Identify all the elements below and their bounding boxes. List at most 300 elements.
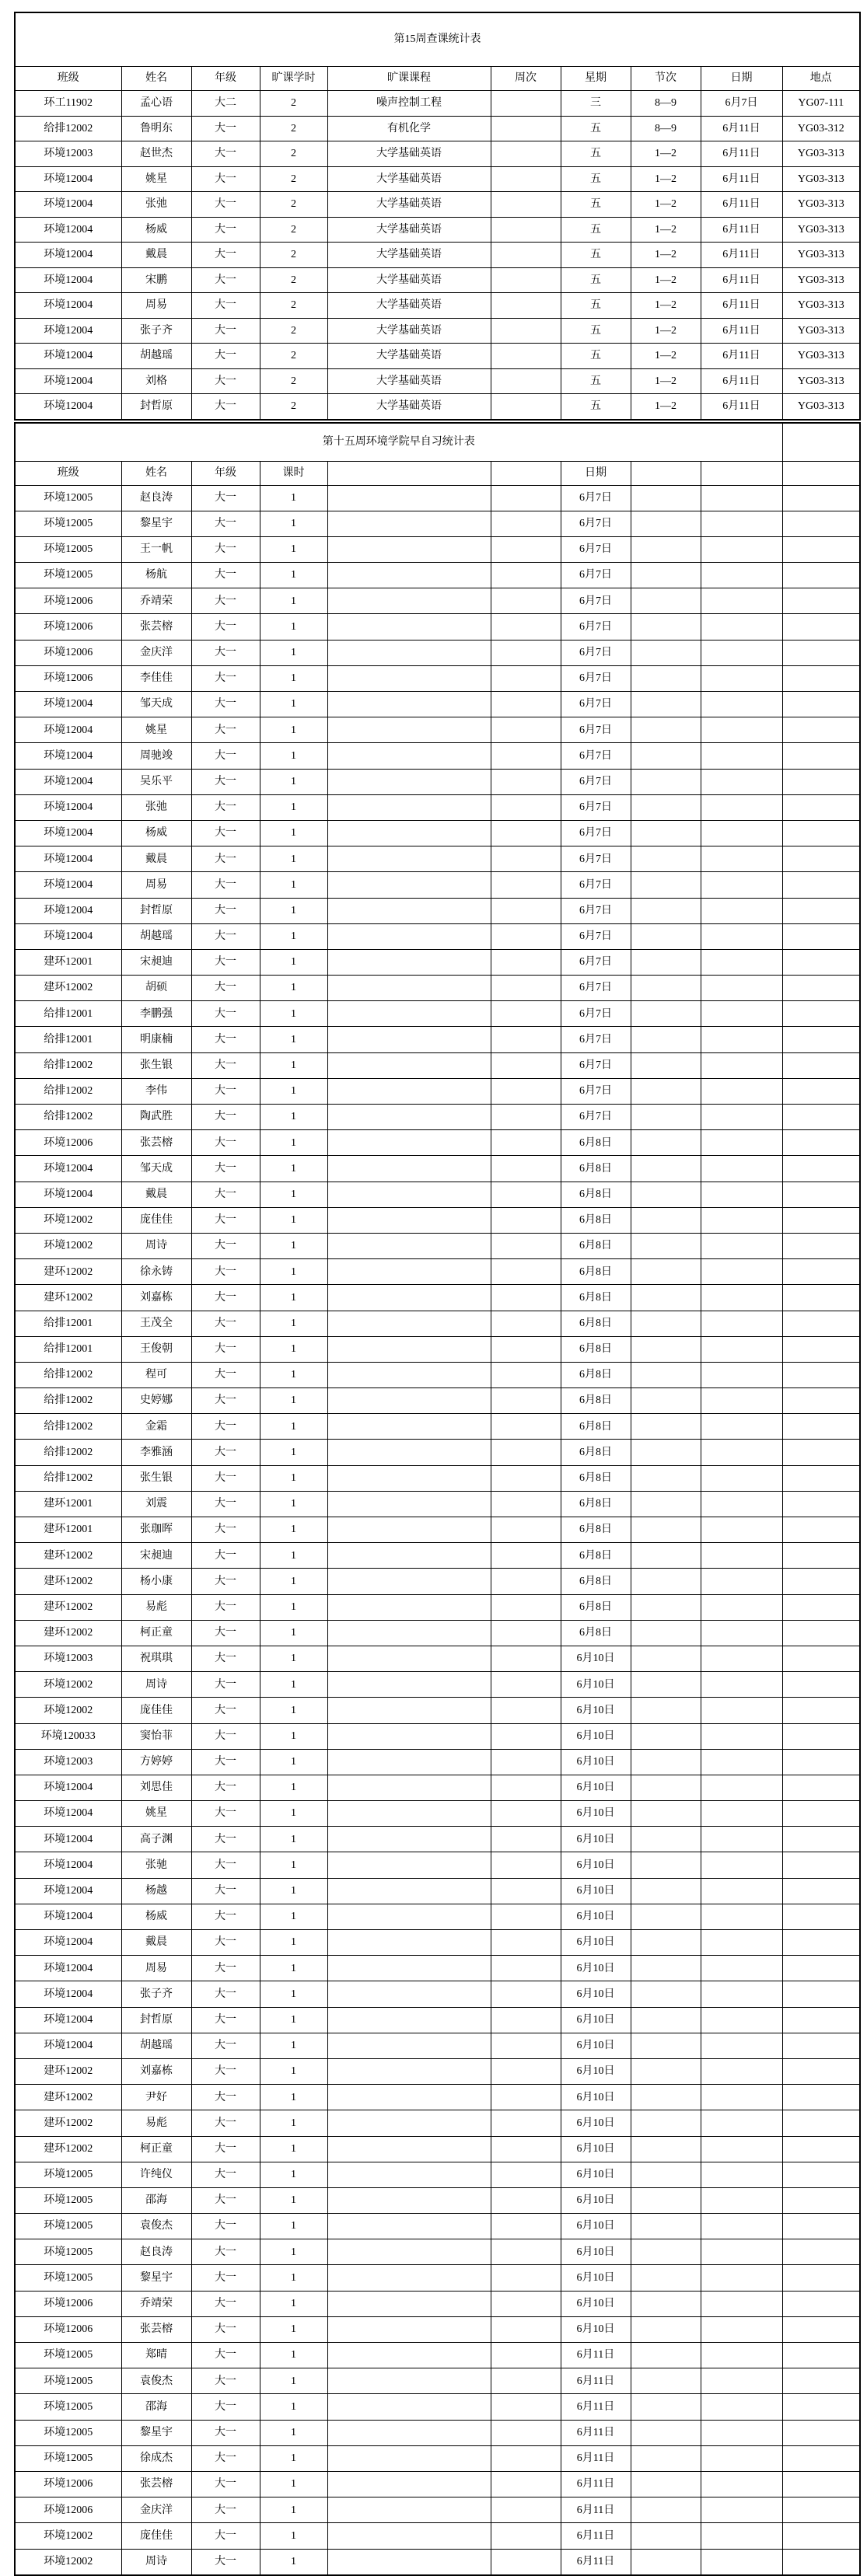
table-cell [327, 846, 491, 872]
table-cell: 1 [260, 1491, 327, 1517]
table-cell [327, 2316, 491, 2342]
table-cell: 1 [260, 1956, 327, 1981]
table-cell [491, 1852, 561, 1878]
table-cell: 大一 [191, 2214, 260, 2239]
table-cell: 大一 [191, 1620, 260, 1646]
table-cell [491, 1207, 561, 1233]
table-cell: 环境12002 [15, 1672, 121, 1698]
table-cell: 6月7日 [561, 588, 631, 614]
table-cell: 五 [561, 141, 631, 167]
table-cell: 大一 [191, 898, 260, 923]
table-cell [631, 1465, 701, 1491]
table-cell [782, 1233, 860, 1258]
table-cell [491, 976, 561, 1001]
table-cell: 张子齐 [121, 1981, 191, 2007]
table-cell: 大一 [191, 1130, 260, 1156]
table-cell: 刘格 [121, 368, 191, 394]
table-cell [701, 1414, 782, 1440]
table-cell [631, 1207, 701, 1233]
table-title-row [15, 12, 860, 67]
table-cell [491, 588, 561, 614]
table-cell [327, 2239, 491, 2265]
table-cell [701, 2523, 782, 2549]
table-row [15, 511, 860, 536]
column-header-empty [782, 461, 860, 485]
table-cell: 张生银 [121, 1052, 191, 1078]
table-cell [782, 1465, 860, 1491]
table-cell: 环境12006 [15, 640, 121, 665]
table-cell [327, 1233, 491, 1258]
table-cell: 6月7日 [561, 614, 631, 640]
table-cell [631, 976, 701, 1001]
table-cell [782, 1620, 860, 1646]
table-cell [491, 2316, 561, 2342]
table-cell [701, 769, 782, 794]
table-cell [631, 1749, 701, 1775]
table-cell [327, 614, 491, 640]
table-cell [701, 692, 782, 717]
table-cell: 6月10日 [561, 2058, 631, 2084]
table-row [15, 1672, 860, 1698]
table-row [15, 769, 860, 794]
table-cell [782, 2497, 860, 2523]
table-cell: 大一 [191, 2265, 260, 2291]
table-cell: 大一 [191, 640, 260, 665]
table-cell: 戴晨 [121, 846, 191, 872]
table-cell [491, 511, 561, 536]
table-cell [782, 511, 860, 536]
table-cell: 王茂全 [121, 1311, 191, 1336]
table-cell: 给排12002 [15, 1414, 121, 1440]
table-cell: 王俊朝 [121, 1336, 191, 1362]
table-cell: 1 [260, 872, 327, 898]
table-cell: 大一 [191, 1956, 260, 1981]
table-cell [701, 2497, 782, 2523]
table-cell [701, 1491, 782, 1517]
table-cell: 环境12005 [15, 2368, 121, 2394]
table-cell: 1—2 [631, 368, 701, 394]
table-cell: 大一 [191, 1543, 260, 1569]
table-cell [631, 2187, 701, 2213]
table-cell [327, 485, 491, 511]
table-cell [327, 2085, 491, 2110]
table-cell [701, 2394, 782, 2420]
table-cell [782, 1775, 860, 1800]
table-cell: 环境12004 [15, 192, 121, 218]
table-row [15, 267, 860, 293]
table-cell [327, 1543, 491, 1569]
table-cell: 乔靖荣 [121, 588, 191, 614]
table-cell [491, 898, 561, 923]
table-cell [701, 588, 782, 614]
table-cell: 6月10日 [561, 1672, 631, 1698]
table-cell: 1 [260, 1105, 327, 1130]
table-row [15, 536, 860, 562]
table-cell: 1 [260, 640, 327, 665]
table-cell: 大一 [191, 2316, 260, 2342]
column-header-date: 日期 [701, 67, 782, 91]
table-cell [631, 2085, 701, 2110]
table-row [15, 872, 860, 898]
table-cell [701, 1723, 782, 1749]
table-cell: 金霜 [121, 1414, 191, 1440]
table-cell: 庞佳佳 [121, 1207, 191, 1233]
table-row [15, 692, 860, 717]
table-cell: 大一 [191, 344, 260, 369]
table-cell: 1 [260, 2007, 327, 2033]
table-cell [491, 2007, 561, 2033]
table-cell: 环境12006 [15, 2316, 121, 2342]
table-cell: 环境12005 [15, 2187, 121, 2213]
table-cell [701, 872, 782, 898]
table-cell: 环境12004 [15, 166, 121, 192]
table-cell [701, 1569, 782, 1594]
table-cell: 大一 [191, 2445, 260, 2471]
table-cell [631, 1801, 701, 1827]
table-cell: 6月10日 [561, 2316, 631, 2342]
table-cell [631, 2420, 701, 2445]
table-cell: 黎星宇 [121, 2420, 191, 2445]
table-cell [327, 1827, 491, 1852]
table-cell: 6月7日 [561, 485, 631, 511]
table-cell [782, 1414, 860, 1440]
table-cell [631, 2265, 701, 2291]
table-cell: 6月10日 [561, 2291, 631, 2316]
table-cell: 2 [260, 243, 327, 268]
table-cell: 大一 [191, 923, 260, 949]
table-row [15, 2497, 860, 2523]
table-cell [631, 640, 701, 665]
table-cell [631, 2497, 701, 2523]
table-cell: 2 [260, 116, 327, 141]
table-row [15, 344, 860, 369]
table-cell: 2 [260, 217, 327, 243]
table-cell: 给排12002 [15, 1078, 121, 1104]
table-cell: 1 [260, 1052, 327, 1078]
table-cell: 大学基础英语 [327, 166, 491, 192]
table-cell: 史婷娜 [121, 1388, 191, 1414]
table-cell: 大一 [191, 1440, 260, 1465]
table-cell [782, 1130, 860, 1156]
table-cell: 大一 [191, 141, 260, 167]
table-cell [327, 1027, 491, 1052]
table-header-row [15, 67, 860, 91]
table2-title-spacer-cell [782, 423, 860, 462]
table-cell: 1 [260, 1182, 327, 1207]
table-cell: 大一 [191, 1078, 260, 1104]
table-cell: 6月10日 [561, 1956, 631, 1981]
table-cell: YG03-312 [782, 116, 860, 141]
table-cell: 1 [260, 1130, 327, 1156]
table-cell: 环境12006 [15, 665, 121, 691]
table-cell [491, 614, 561, 640]
table-cell [701, 2085, 782, 2110]
table-cell: 2 [260, 293, 327, 319]
table-cell [631, 1130, 701, 1156]
table-cell: 袁俊杰 [121, 2214, 191, 2239]
table-cell: 李伟 [121, 1078, 191, 1104]
table-cell [631, 1311, 701, 1336]
table-cell: 大一 [191, 1182, 260, 1207]
table-cell: 庞佳佳 [121, 2523, 191, 2549]
table-cell [701, 640, 782, 665]
table-cell: 大一 [191, 1285, 260, 1311]
table-cell: 1 [260, 1259, 327, 1285]
table-cell: 6月10日 [561, 1723, 631, 1749]
table-cell: 环境12002 [15, 1207, 121, 1233]
table-cell [491, 1491, 561, 1517]
table-cell: 大学基础英语 [327, 217, 491, 243]
table-row [15, 91, 860, 117]
table-row [15, 1930, 860, 1956]
table-cell: 6月11日 [561, 2471, 631, 2497]
morning-study-statistics-table [14, 422, 861, 2576]
table-cell [701, 1517, 782, 1543]
table-cell [701, 820, 782, 846]
table-cell: 6月11日 [561, 2497, 631, 2523]
table-cell [782, 898, 860, 923]
table-cell [327, 692, 491, 717]
table-row [15, 166, 860, 192]
table-cell [491, 166, 561, 192]
table-cell: 大一 [191, 2471, 260, 2497]
table-cell: 大一 [191, 318, 260, 344]
table-cell [701, 1078, 782, 1104]
table-cell: 6月8日 [561, 1130, 631, 1156]
table-cell: 建环12002 [15, 1285, 121, 1311]
table-cell: 6月8日 [561, 1207, 631, 1233]
table-cell: 1 [260, 976, 327, 1001]
table-cell: 6月8日 [561, 1362, 631, 1387]
table-cell: 1 [260, 1311, 327, 1336]
table-cell: 大一 [191, 1311, 260, 1336]
table-cell [782, 2394, 860, 2420]
table-cell: 1 [260, 1981, 327, 2007]
table-cell [631, 1336, 701, 1362]
table-cell: 大一 [191, 1569, 260, 1594]
table-row [15, 976, 860, 1001]
table-cell: 6月11日 [701, 116, 782, 141]
table-row [15, 1156, 860, 1182]
table-cell: 1—2 [631, 267, 701, 293]
table-cell: 环境12006 [15, 2497, 121, 2523]
table-cell: 建环12002 [15, 1259, 121, 1285]
table-cell: 1 [260, 2420, 327, 2445]
table-cell: 1 [260, 2291, 327, 2316]
table-cell: 大学基础英语 [327, 318, 491, 344]
table-cell: 封哲原 [121, 394, 191, 420]
table-cell: 6月8日 [561, 1517, 631, 1543]
table-cell [631, 2239, 701, 2265]
table-cell [327, 1620, 491, 1646]
table-cell: 五 [561, 116, 631, 141]
table-cell [782, 1646, 860, 1671]
table-cell: 环境12002 [15, 2523, 121, 2549]
table-cell: 五 [561, 368, 631, 394]
table-cell [327, 1440, 491, 1465]
table-cell [701, 1336, 782, 1362]
table-cell [782, 2420, 860, 2445]
table-cell [491, 217, 561, 243]
table-cell: 大一 [191, 2110, 260, 2136]
table-cell [631, 1027, 701, 1052]
table-cell: 环境12004 [15, 394, 121, 420]
table-cell: 大一 [191, 1878, 260, 1904]
table-cell: 窦怡菲 [121, 1723, 191, 1749]
table-cell: 6月7日 [561, 872, 631, 898]
table-cell [631, 1646, 701, 1671]
table-cell: 大一 [191, 1517, 260, 1543]
table-cell [491, 2136, 561, 2162]
table-cell: 6月10日 [561, 1878, 631, 1904]
table-cell [701, 1311, 782, 1336]
table-cell [491, 368, 561, 394]
table-cell: 环境12005 [15, 2239, 121, 2265]
table-cell: 刘嘉栋 [121, 2058, 191, 2084]
table-cell: 1—2 [631, 217, 701, 243]
table-cell: 6月7日 [561, 769, 631, 794]
table-cell: 宋鹏 [121, 267, 191, 293]
table-cell: 张芸榕 [121, 614, 191, 640]
table-cell [491, 344, 561, 369]
table-cell: 大一 [191, 743, 260, 769]
table-cell [631, 2549, 701, 2575]
table-cell: 戴晨 [121, 1182, 191, 1207]
table-cell: 邵海 [121, 2394, 191, 2420]
table-cell: 易彪 [121, 2110, 191, 2136]
table-cell [701, 1130, 782, 1156]
table-cell [782, 1078, 860, 1104]
table-cell [701, 2445, 782, 2471]
table-cell: 6月10日 [561, 2239, 631, 2265]
table-cell [327, 949, 491, 975]
table-cell: 大一 [191, 1259, 260, 1285]
table-row [15, 1285, 860, 1311]
table-cell: 大一 [191, 2187, 260, 2213]
table-row [15, 717, 860, 743]
table-header-row [15, 461, 860, 485]
table-cell [701, 2187, 782, 2213]
table-cell [701, 1207, 782, 1233]
table-cell: 1 [260, 1362, 327, 1387]
table-row [15, 614, 860, 640]
table-cell [491, 2523, 561, 2549]
table-cell: 环境12004 [15, 923, 121, 949]
table-cell: 建环12002 [15, 2085, 121, 2110]
table-row [15, 1182, 860, 1207]
table-cell [327, 2265, 491, 2291]
table-cell: 大一 [191, 2343, 260, 2368]
table-cell [782, 2033, 860, 2058]
table-cell [491, 1956, 561, 1981]
column-header-course: 旷课课程 [327, 67, 491, 91]
table-cell [491, 267, 561, 293]
table-cell [782, 1285, 860, 1311]
table-cell: 1 [260, 1930, 327, 1956]
column-header-grade: 年级 [191, 461, 260, 485]
table-cell [491, 2343, 561, 2368]
table-cell: 三 [561, 91, 631, 117]
table-cell [327, 2214, 491, 2239]
table-cell [782, 665, 860, 691]
table-cell: 大一 [191, 1775, 260, 1800]
table-cell [701, 2265, 782, 2291]
column-header-grade: 年级 [191, 67, 260, 91]
table-cell: 6月11日 [701, 267, 782, 293]
table-cell [327, 2058, 491, 2084]
table-cell [782, 1156, 860, 1182]
table-cell: 大一 [191, 1233, 260, 1258]
table-cell: 6月8日 [561, 1156, 631, 1182]
table-cell [631, 1491, 701, 1517]
table-row [15, 743, 860, 769]
table-cell: 1—2 [631, 318, 701, 344]
table-cell [631, 1569, 701, 1594]
table-row [15, 2420, 860, 2445]
table-cell: 大一 [191, 1930, 260, 1956]
table-cell [631, 614, 701, 640]
table-cell: 6月10日 [561, 2265, 631, 2291]
table-cell: 柯正童 [121, 1620, 191, 1646]
table-cell [327, 1801, 491, 1827]
table-cell: 1 [260, 743, 327, 769]
table-cell [701, 1852, 782, 1878]
table-title-row [15, 423, 860, 462]
table-cell [631, 1440, 701, 1465]
table-cell [701, 2007, 782, 2033]
table-cell [701, 1388, 782, 1414]
table-cell [631, 2394, 701, 2420]
table-cell [782, 2549, 860, 2575]
table-cell [782, 692, 860, 717]
table-cell [701, 1362, 782, 1387]
table-cell [631, 2523, 701, 2549]
table-cell: 大一 [191, 717, 260, 743]
table-row [15, 563, 860, 588]
table-cell: 1 [260, 1852, 327, 1878]
table-cell: 6月11日 [701, 166, 782, 192]
table-cell [782, 2445, 860, 2471]
table-cell: 乔靖荣 [121, 2291, 191, 2316]
table-cell [701, 1156, 782, 1182]
table-cell: 1 [260, 1594, 327, 1620]
table-cell [491, 1904, 561, 1929]
table-cell: 给排12002 [15, 116, 121, 141]
table-cell: 大一 [191, 1052, 260, 1078]
table-cell: 大一 [191, 2007, 260, 2033]
table-cell [327, 743, 491, 769]
table-cell: 大一 [191, 2420, 260, 2445]
table-row [15, 2291, 860, 2316]
table-cell: YG03-313 [782, 166, 860, 192]
table-cell: 环境120033 [15, 1723, 121, 1749]
table-cell [327, 2187, 491, 2213]
table-cell: 6月11日 [561, 2549, 631, 2575]
table-cell: 大一 [191, 1749, 260, 1775]
table-cell: 大一 [191, 511, 260, 536]
table-cell [701, 1646, 782, 1671]
table-cell: 周诗 [121, 1233, 191, 1258]
table-cell [491, 1182, 561, 1207]
table-cell: 8—9 [631, 116, 701, 141]
table-cell: 大学基础英语 [327, 267, 491, 293]
table-cell [327, 1259, 491, 1285]
table-cell [491, 1078, 561, 1104]
table-cell: 大一 [191, 949, 260, 975]
table-cell: 刘震 [121, 1491, 191, 1517]
table-cell [782, 1491, 860, 1517]
table-cell: 6月7日 [561, 1052, 631, 1078]
